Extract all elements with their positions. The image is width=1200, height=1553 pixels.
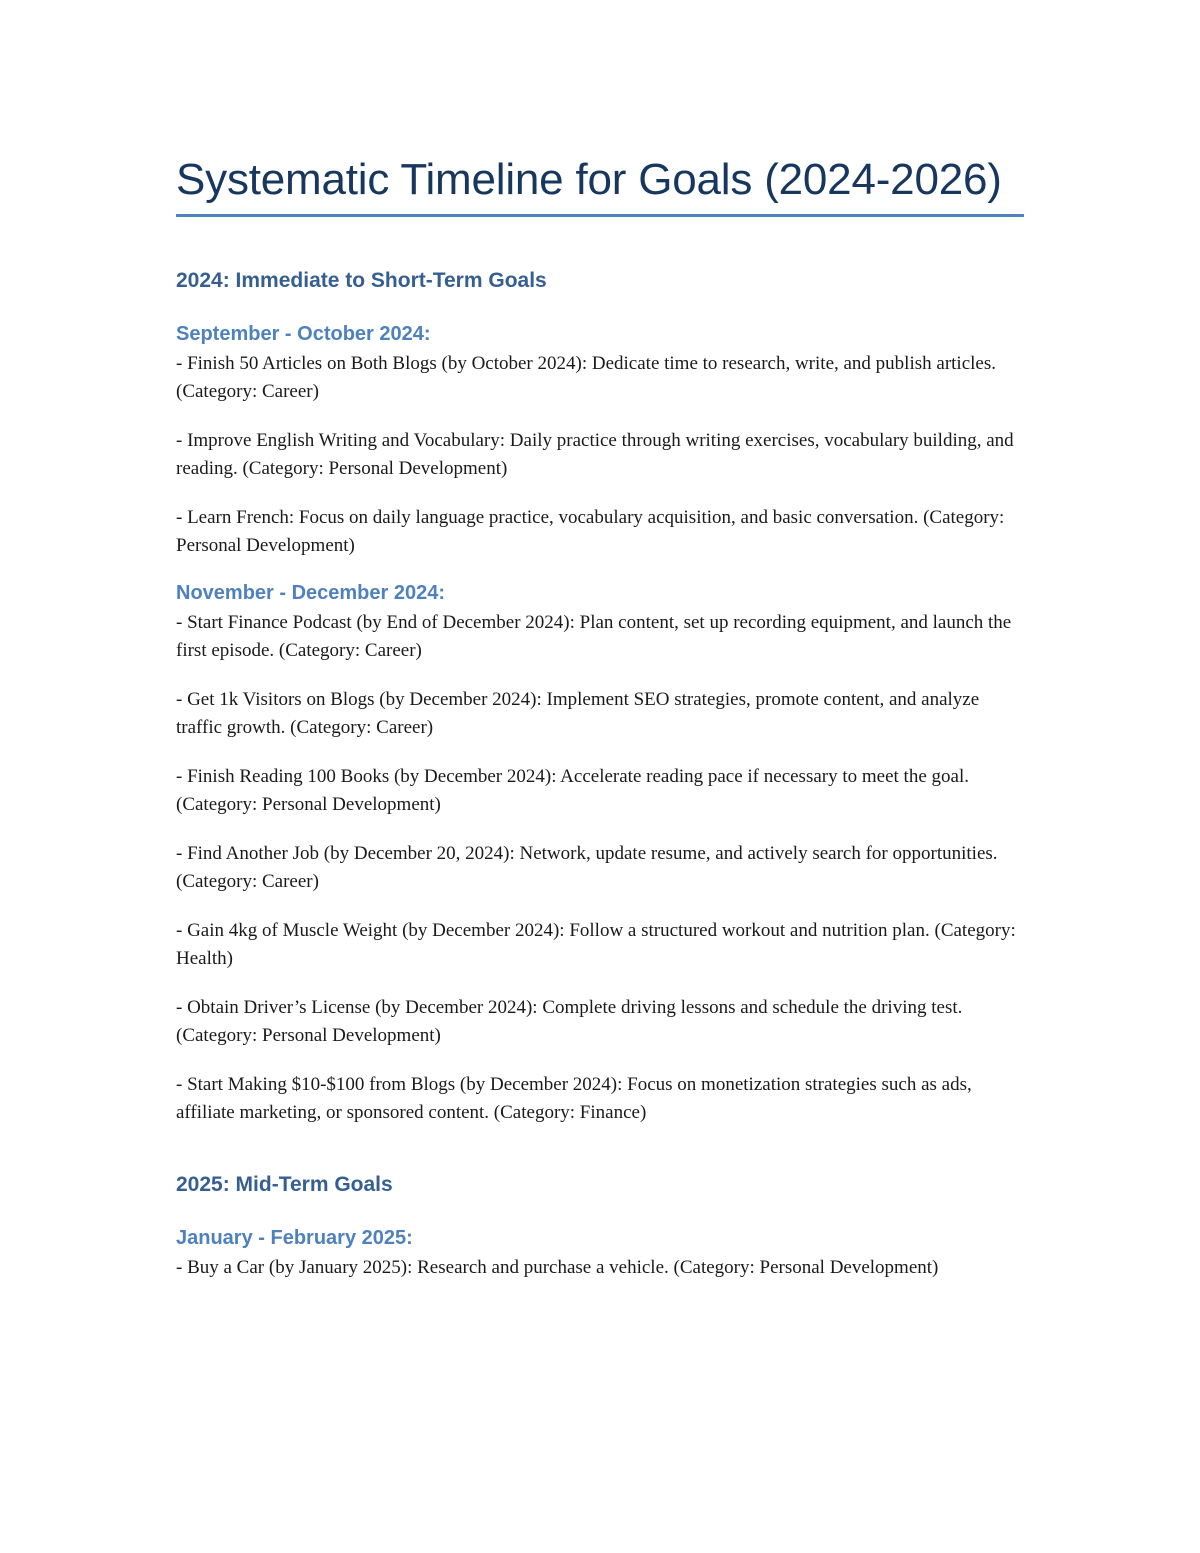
section-heading-2025: 2025: Mid-Term Goals [176, 1173, 393, 1196]
goal-item: - Start Finance Podcast (by End of December 2024): Plan content, set up recording equipment, and launch the first episode. (Category: Career) [176, 612, 1012, 661]
goal-item: - Start Making $10-$100 from Blogs (by December 2024): Focus on monetization strategies such as ads, affiliate marketing, or sponsored content. (Category: Finance) [176, 1074, 972, 1123]
goal-item: - Finish Reading 100 Books (by December 2024): Accelerate reading pace if necessary to meet the goal. (Category: Personal Development) [176, 766, 969, 815]
goal-item: - Buy a Car (by January 2025): Research and purchase a vehicle. (Category: Personal Development) [176, 1257, 939, 1278]
period-heading-nov-dec-2024: November - December 2024: [176, 582, 446, 604]
period-heading-jan-feb-2025: January - February 2025: [176, 1227, 413, 1249]
goal-item: - Learn French: Focus on daily language practice, vocabulary acquisition, and basic conversation. (Category: Personal Development) [176, 507, 1005, 556]
goal-item: - Get 1k Visitors on Blogs (by December 2024): Implement SEO strategies, promote content, and analyze traffic growth. (Category: Career) [176, 689, 980, 738]
document-title: Systematic Timeline for Goals (2024-2026) [176, 155, 1002, 204]
period-heading-sep-oct-2024: September - October 2024: [176, 323, 431, 345]
goal-item: - Improve English Writing and Vocabulary: Daily practice through writing exercises, vocabulary building, and reading. (Category: Personal Development) [176, 430, 1014, 479]
title-underline [176, 214, 1024, 217]
section-heading-2024: 2024: Immediate to Short-Term Goals [176, 269, 547, 292]
goal-item: - Gain 4kg of Muscle Weight (by December 2024): Follow a structured workout and nutrition plan. (Category: Health) [176, 920, 1016, 969]
document-body [176, 150, 1024, 1282]
goal-item: - Find Another Job (by December 20, 2024): Network, update resume, and actively search for opportunities. (Category: Career) [176, 843, 998, 892]
goal-item: - Finish 50 Articles on Both Blogs (by October 2024): Dedicate time to research, write, and publish articles. (Category: Career) [176, 353, 996, 402]
goal-item: - Obtain Driver’s License (by December 2024): Complete driving lessons and schedule the driving test. (Category: Personal Development) [176, 997, 963, 1046]
